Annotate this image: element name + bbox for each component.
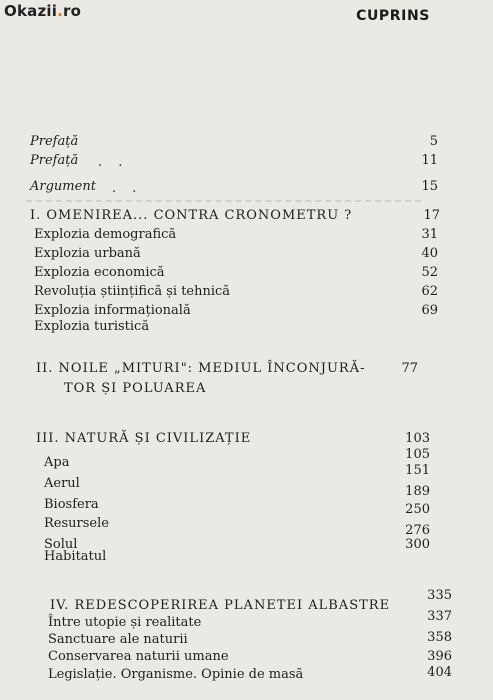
toc-label: Explozia economică <box>34 265 165 280</box>
toc-label: Resursele <box>44 516 109 531</box>
toc-label: Explozia urbană <box>34 246 141 261</box>
page-title: CUPRINS <box>356 8 430 24</box>
toc-label: Apa <box>44 455 70 470</box>
toc-entry <box>0 178 493 198</box>
toc-page-number: 31 <box>421 227 438 242</box>
section-divider <box>26 200 421 202</box>
toc-entry <box>0 264 493 284</box>
toc-page-number: 11 <box>421 153 438 168</box>
toc-label: I. OMENIREA... CONTRA CRONOMETRU ? <box>30 208 353 223</box>
toc-entry <box>0 207 493 227</box>
toc-label: Aerul <box>44 476 80 491</box>
toc-page-number: 151 <box>405 463 430 478</box>
toc-entry <box>0 436 493 462</box>
toc-entry <box>0 515 493 538</box>
toc-label: Prefață <box>30 153 79 168</box>
toc-label: Sanctuare ale naturii <box>48 632 188 647</box>
toc-page-number: 105 <box>405 447 430 462</box>
toc-label: Explozia turistică <box>34 319 150 334</box>
toc-entry <box>0 283 493 303</box>
toc-label: Între utopie și realitate <box>48 615 202 630</box>
toc-page-number: 358 <box>427 630 452 645</box>
toc-label: Conservarea naturii umane <box>48 649 229 664</box>
toc-label: TOR ȘI POLUAREA <box>64 381 207 396</box>
toc-entry <box>0 318 493 338</box>
toc-page-number: 250 <box>405 502 430 517</box>
toc-entry <box>0 245 493 265</box>
leader-dots: . . <box>98 155 129 170</box>
toc-entry <box>0 226 493 246</box>
toc-entry <box>0 548 493 568</box>
toc-page-number: 5 <box>429 134 438 149</box>
toc-entry <box>0 133 493 153</box>
toc-page-number: 337 <box>427 609 452 624</box>
toc-entry <box>0 666 493 686</box>
toc-entry <box>0 152 493 172</box>
toc-label: Argument <box>30 179 96 194</box>
toc-entry <box>0 454 493 478</box>
toc-page-number: 404 <box>427 665 452 680</box>
toc-page-number: 335 <box>427 588 452 603</box>
toc-entry <box>0 360 493 380</box>
toc-entry <box>0 496 493 516</box>
toc-page-number: 300 <box>405 537 430 552</box>
toc-label: II. NOILE „MITURI": MEDIUL ÎNCONJURĂ- <box>36 361 366 376</box>
toc-page-number: 276 <box>405 523 430 538</box>
toc-entry <box>0 380 493 400</box>
toc-label: Biosfera <box>44 497 99 512</box>
toc-label: Habitatul <box>44 549 107 564</box>
toc-label: Solul <box>44 537 78 552</box>
toc-page-number: 15 <box>421 179 438 194</box>
toc-label: Legislație. Organisme. Opinie de masă <box>48 667 304 682</box>
toc-label: III. NATURĂ ȘI CIVILIZAȚIE <box>36 431 252 446</box>
toc-page-number: 17 <box>423 208 440 223</box>
toc-label: Explozia informațională <box>34 303 191 318</box>
toc-label: Revoluția științifică și tehnică <box>34 284 231 299</box>
toc-page-number: 103 <box>405 431 430 446</box>
okazii-watermark-logo: Okazii.ro <box>4 2 82 20</box>
toc-page-number: 52 <box>421 265 438 280</box>
toc-entry <box>0 475 493 499</box>
toc-label: Prefață <box>30 134 79 149</box>
leader-dots: . . <box>112 181 143 196</box>
toc-page-number: 62 <box>421 284 438 299</box>
toc-page-number: 69 <box>421 303 438 318</box>
toc-page-number: 40 <box>421 246 438 261</box>
toc-page-number: 189 <box>405 484 430 499</box>
toc-page-number: 77 <box>401 361 418 376</box>
toc-label: IV. REDESCOPERIREA PLANETEI ALBASTRE <box>50 598 391 613</box>
toc-label: Explozia demografică <box>34 227 177 242</box>
toc-page-number: 396 <box>427 649 452 664</box>
